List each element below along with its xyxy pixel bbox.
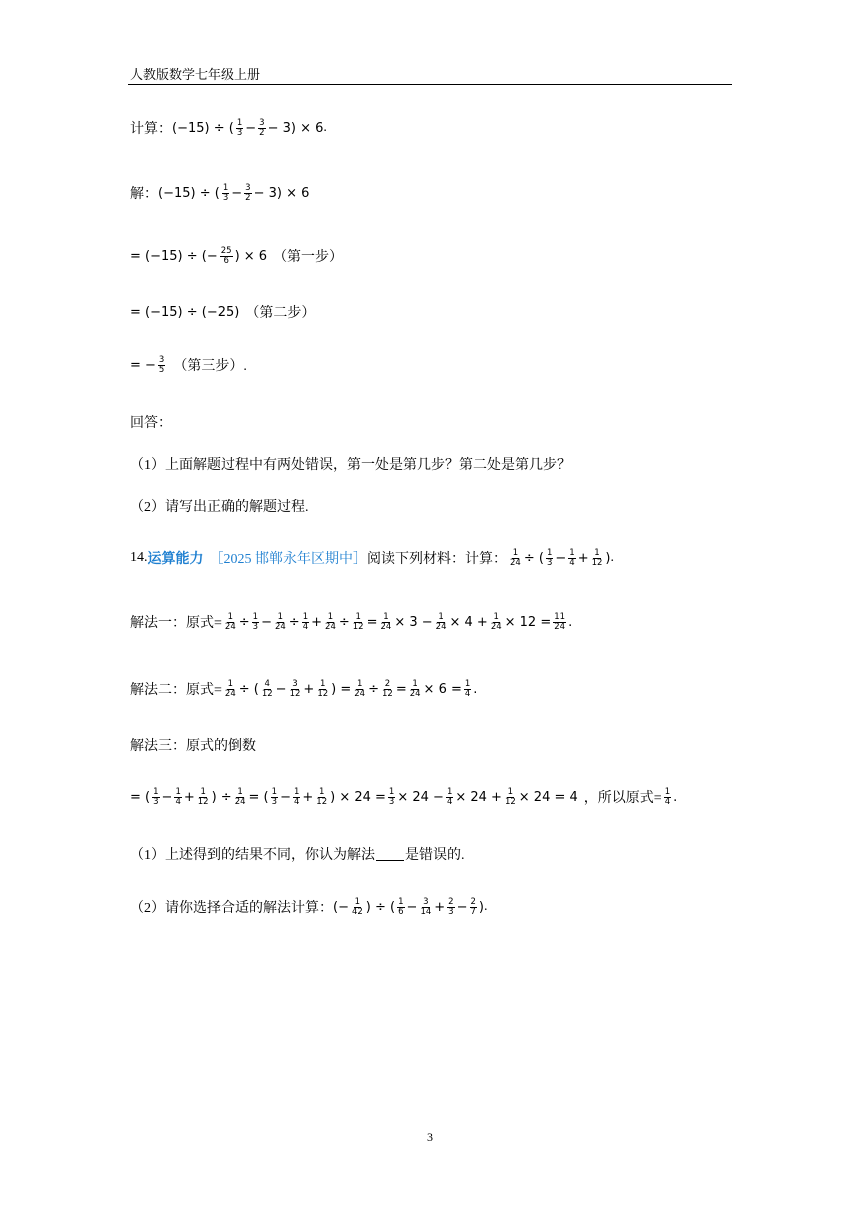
answer-blank xyxy=(376,848,404,861)
header-rule xyxy=(128,84,732,85)
p14-number: 14. xyxy=(130,550,148,565)
p14-method-3-label: 解法三：原式的倒数 xyxy=(130,739,256,754)
p14-source: ［2025 邯郸永年区期中］ xyxy=(209,552,367,567)
p13-question-1: （1）上面解题过程中有两处错误，第一处是第几步？第二处是第几步？ xyxy=(130,458,571,473)
p13-step3: = − $\frac{3}{5}$ （第三步）. xyxy=(130,354,247,375)
p14-tag: 运算能力 xyxy=(147,552,204,567)
p13-question-2: （2）请写出正确的解题过程. xyxy=(130,500,309,515)
p14-method-2: 解法二：原式= $\frac{1}{24}$ ÷ ( $\frac{4}{12}$ − $\frac{3}{12}$ + $\frac{1}{12}$ ) = $\frac{1}{24}$ ÷ $\frac{2}{12}$ = $\frac{1}{24}$ × 6 = $\frac{1}{4}$ . xyxy=(130,678,478,699)
running-header: 人教版数学七年级上册 xyxy=(130,67,261,82)
page-number: 3 xyxy=(427,1130,433,1144)
p14-question-1: （1）上述得到的结果不同，你认为解法 是错误的. xyxy=(130,848,465,863)
p13-prompt: 计算： (−15) ÷ ( $\frac{1}{3}$ − $\frac{3}{2}$ − 3) × 6 . xyxy=(130,117,327,138)
p14-method-1: 解法一：原式= $\frac{1}{24}$ ÷ $\frac{1}{3}$ − $\frac{1}{24}$ ÷ $\frac{1}{4}$ + $\frac{1}{24}$ ÷ $\frac{1}{12}$ = $\frac{1}{24}$ × 3 − $\frac{1}{24}$ × 4 + $\frac{1}{24}$ × 12 = $\frac{11}{24}$ . xyxy=(130,611,573,632)
p13-answer-label: 回答： xyxy=(130,416,172,431)
p14-prompt: 14. 运算能力 ［2025 邯郸永年区期中］ 阅读下列材料：计算： $\frac{1}{24}$ ÷ ( $\frac{1}{3}$ − $\frac{1}{4}$ + $\frac{1}{12}$ ) . xyxy=(130,547,614,568)
p14-question-2: （2）请你选择合适的解法计算： (− $\frac{1}{42}$ ) ÷ ( $\frac{1}{6}$ − $\frac{3}{14}$ + $\frac{2}{3}$ − $\frac{2}{7}$ ) . xyxy=(130,896,488,917)
p13-solution-line: 解： (−15) ÷ ( $\frac{1}{3}$ − $\frac{3}{2}$ − 3) × 6 xyxy=(130,182,310,203)
p13-step1: = (−15) ÷ (− $\frac{25}{6}$ ) × 6 （第一步） xyxy=(130,245,344,266)
p13-step2: = (−15) ÷ (−25) （第二步） xyxy=(130,304,316,321)
p14-method-3: = ( $\frac{1}{3}$ − $\frac{1}{4}$ + $\frac{1}{12}$ ) ÷ $\frac{1}{24}$ = ( $\frac{1}{3}$ − $\frac{1}{4}$ + $\frac{1}{12}$ ) × 24 = $\frac{1}{3}$ × 24 − $\frac{1}{4}$ × 24 + $\frac{1}{12}$ × 24 = 4 ，所以原式= $\frac{1}{4}$ . xyxy=(130,786,678,807)
